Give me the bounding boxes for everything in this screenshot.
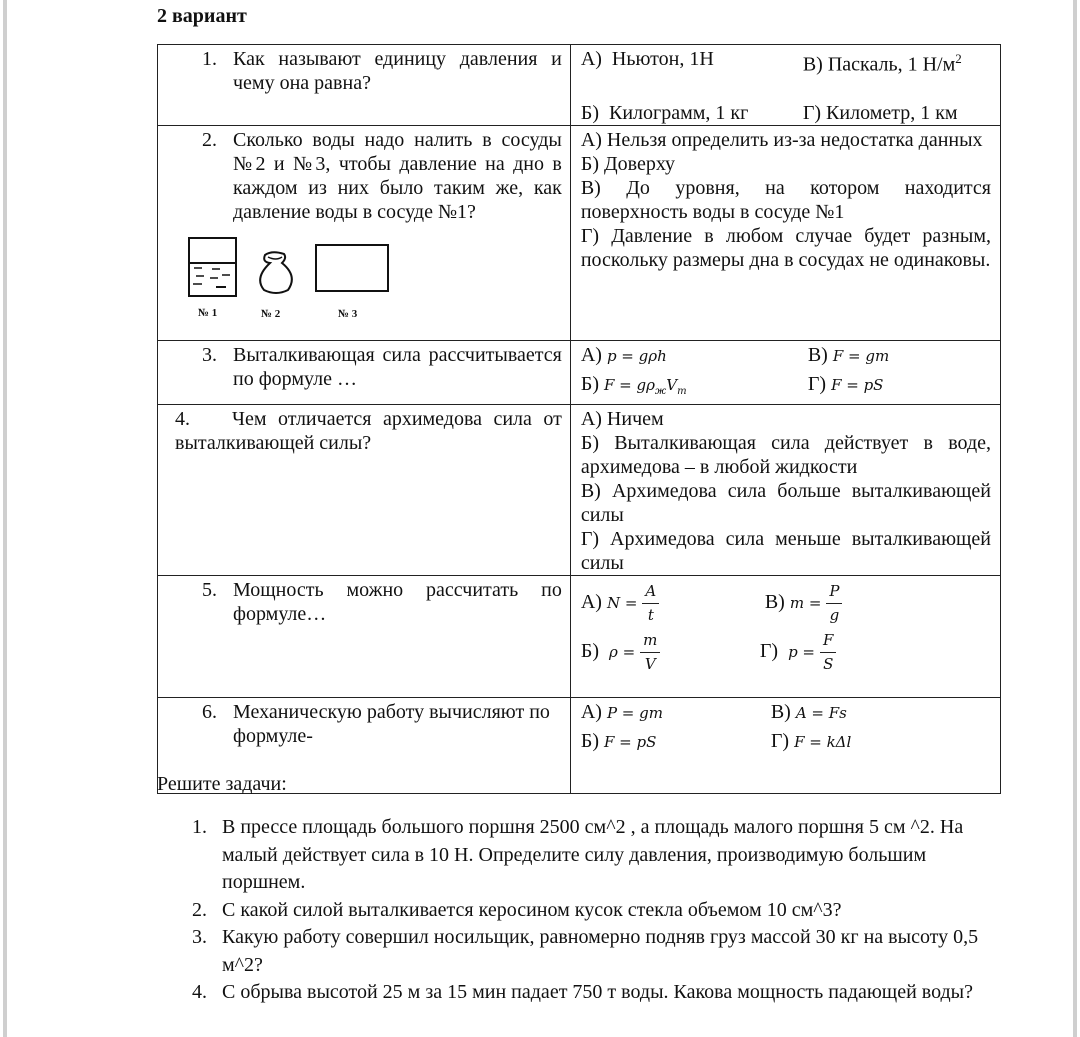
page-edge-right	[1073, 0, 1077, 1037]
option-label: В)	[764, 590, 785, 613]
option-v: В) Архимедова сила больше выталкивающей силы	[580, 479, 991, 526]
option-g	[760, 631, 991, 674]
task-item	[157, 979, 1007, 1007]
question-text: Механическую работу вычисляют по формуле-	[233, 700, 550, 747]
option-a	[581, 700, 771, 725]
task-item	[157, 814, 1007, 897]
answer-cell	[570, 404, 1000, 575]
option-label: Б)	[580, 729, 599, 752]
vessel-2-label: № 2	[261, 307, 281, 320]
option-label: А)	[580, 590, 602, 613]
task-item	[157, 897, 1007, 925]
option-formula: F = kΔl	[794, 732, 852, 751]
vessels-figure	[188, 232, 570, 322]
fraction-numerator: F	[820, 631, 836, 653]
option-a: А) Ньютон, 1Н	[580, 48, 714, 70]
vessel-3-icon	[316, 245, 388, 291]
task-text: С какой силой выталкивается керосином кусок стекла объемом 10 см^3?	[222, 898, 842, 921]
question-text	[158, 405, 570, 455]
option-g: Г) Давление в любом случае будет разным, поскольку размеры дна в сосудах не одинаковы.	[580, 224, 991, 271]
option-label: Г)	[770, 729, 790, 752]
question-number: 2.	[202, 128, 217, 151]
option-v-text: В) Паскаль, 1 Н/м	[802, 53, 956, 76]
option-label: Г)	[759, 639, 779, 662]
option-a: А) Ничем	[580, 407, 664, 430]
task-text: В прессе площадь большого поршня 2500 см^2 , а площадь малого поршня 5 см ^2. На малый действует сила в 10 Н. Определите силу давления, производимую большим поршнем.	[222, 816, 964, 893]
answer-cell	[570, 575, 1000, 697]
fraction	[820, 631, 836, 674]
question-cell	[158, 575, 571, 697]
answer-cell	[570, 125, 1000, 340]
option-label: А)	[580, 343, 602, 366]
formula-lhs: m =	[789, 593, 822, 612]
answer-cell	[570, 697, 1000, 793]
option-g: Г) Архимедова сила меньше выталкивающей силы	[580, 527, 991, 574]
option-formula: P = gm	[606, 703, 663, 722]
fraction-denominator: V	[644, 654, 656, 673]
question-text: Мощность можно рассчитать по формуле…	[233, 578, 562, 625]
question-row	[158, 575, 1001, 697]
formula-lhs: N =	[606, 593, 638, 612]
question-number: 6.	[202, 700, 217, 723]
task-number: 4.	[192, 981, 207, 1003]
question-text: Сколько воды надо налить в сосуды №2 и №3, чтобы давление на дно в каждом из них было таким же, как давление воды в сосуде №1?	[233, 128, 562, 223]
option-v	[803, 47, 991, 77]
option-a	[581, 582, 765, 625]
vessel-2-icon	[260, 252, 292, 293]
fraction-numerator: P	[826, 582, 842, 604]
question-cell	[158, 340, 571, 404]
question-cell	[158, 404, 571, 575]
option-label: Б)	[580, 372, 599, 395]
option-formula: A = Fs	[795, 703, 847, 722]
option-a: А) Нельзя определить из-за недостатка данных	[580, 128, 983, 151]
vessel-1-label: № 1	[198, 306, 218, 319]
option-formula: F = pS	[831, 375, 884, 394]
option-b	[581, 372, 808, 404]
option-formula: F = gρ	[603, 375, 655, 394]
fraction	[826, 582, 842, 625]
question-cell	[158, 125, 571, 340]
task-number: 1.	[192, 816, 207, 838]
fraction-denominator: S	[823, 654, 834, 673]
question-row	[158, 404, 1001, 575]
option-g: Г) Километр, 1 км	[802, 101, 958, 124]
task-number: 2.	[192, 898, 207, 921]
option-b	[581, 729, 771, 754]
option-v-superscript: 2	[955, 51, 962, 66]
option-g	[808, 372, 991, 404]
quiz-table	[157, 44, 1001, 794]
task-number: 3.	[192, 926, 207, 948]
formula-subscript: ж	[654, 385, 667, 397]
option-v	[808, 343, 991, 368]
option-label: В)	[770, 700, 791, 723]
fraction-denominator: t	[647, 605, 654, 624]
question-cell	[158, 45, 571, 126]
tasks-title: Решите задачи:	[157, 773, 287, 795]
task-text: С обрыва высотой 25 м за 15 мин падает 750 т воды. Какова мощность падающей воды?	[222, 981, 973, 1003]
task-text: Какую работу совершил носильщик, равномерно подняв груз массой 30 кг на высоту 0,5 м^2?	[222, 926, 979, 976]
fraction-numerator: m	[640, 631, 660, 653]
vessels-drawing	[188, 232, 408, 302]
formula-lhs: ρ =	[608, 642, 636, 661]
vessel-3-label: № 3	[338, 307, 358, 320]
option-label: Б)	[580, 639, 599, 662]
option-b: Б) Выталкивающая сила действует в воде, архимедова – в любой жидкости	[580, 431, 991, 478]
question-number: 3.	[202, 343, 217, 366]
vessel-1-icon	[189, 238, 236, 296]
formula-subscript: т	[677, 385, 687, 397]
option-v: В) До уровня, на котором находится поверхность воды в сосуде №1	[580, 176, 991, 223]
question-text-content: Чем отличается архимедова сила от выталкивающей силы?	[175, 407, 562, 454]
question-row	[158, 125, 1001, 340]
option-formula: F = pS	[603, 732, 657, 751]
option-v	[771, 700, 991, 725]
question-number: 1.	[202, 48, 217, 70]
question-text	[233, 343, 562, 391]
question-number: 4.	[175, 407, 190, 430]
question-text-content: Выталкивающая сила рассчитывается по формуле …	[233, 343, 562, 390]
option-formula-part: V	[666, 375, 678, 394]
option-g	[771, 729, 991, 754]
fraction	[640, 631, 660, 674]
task-item	[157, 924, 1007, 979]
option-a	[581, 343, 808, 368]
question-text: Как называют единицу давления и чему она равна?	[233, 48, 562, 94]
option-b: Б) Килограмм, 1 кг	[580, 101, 749, 124]
question-row	[158, 340, 1001, 404]
fraction-numerator: A	[642, 582, 659, 604]
option-formula: p = gρh	[606, 346, 667, 365]
option-label: В)	[807, 343, 828, 366]
option-label: Г)	[807, 372, 827, 395]
fraction-denominator: g	[829, 605, 840, 624]
option-b	[581, 631, 765, 674]
question-row	[158, 45, 1001, 126]
page-edge-left	[3, 0, 7, 1037]
question-number: 5.	[202, 578, 217, 601]
fraction	[642, 582, 659, 625]
variant-title: 2 вариант	[157, 5, 247, 27]
option-v	[765, 582, 991, 625]
tasks-list	[157, 814, 1007, 1007]
option-b: Б) Доверху	[580, 152, 676, 175]
formula-lhs: p =	[788, 642, 816, 661]
option-formula: F = gm	[832, 346, 890, 365]
answer-cell	[570, 340, 1000, 404]
option-label: А)	[580, 700, 602, 723]
answer-cell	[570, 45, 1000, 126]
